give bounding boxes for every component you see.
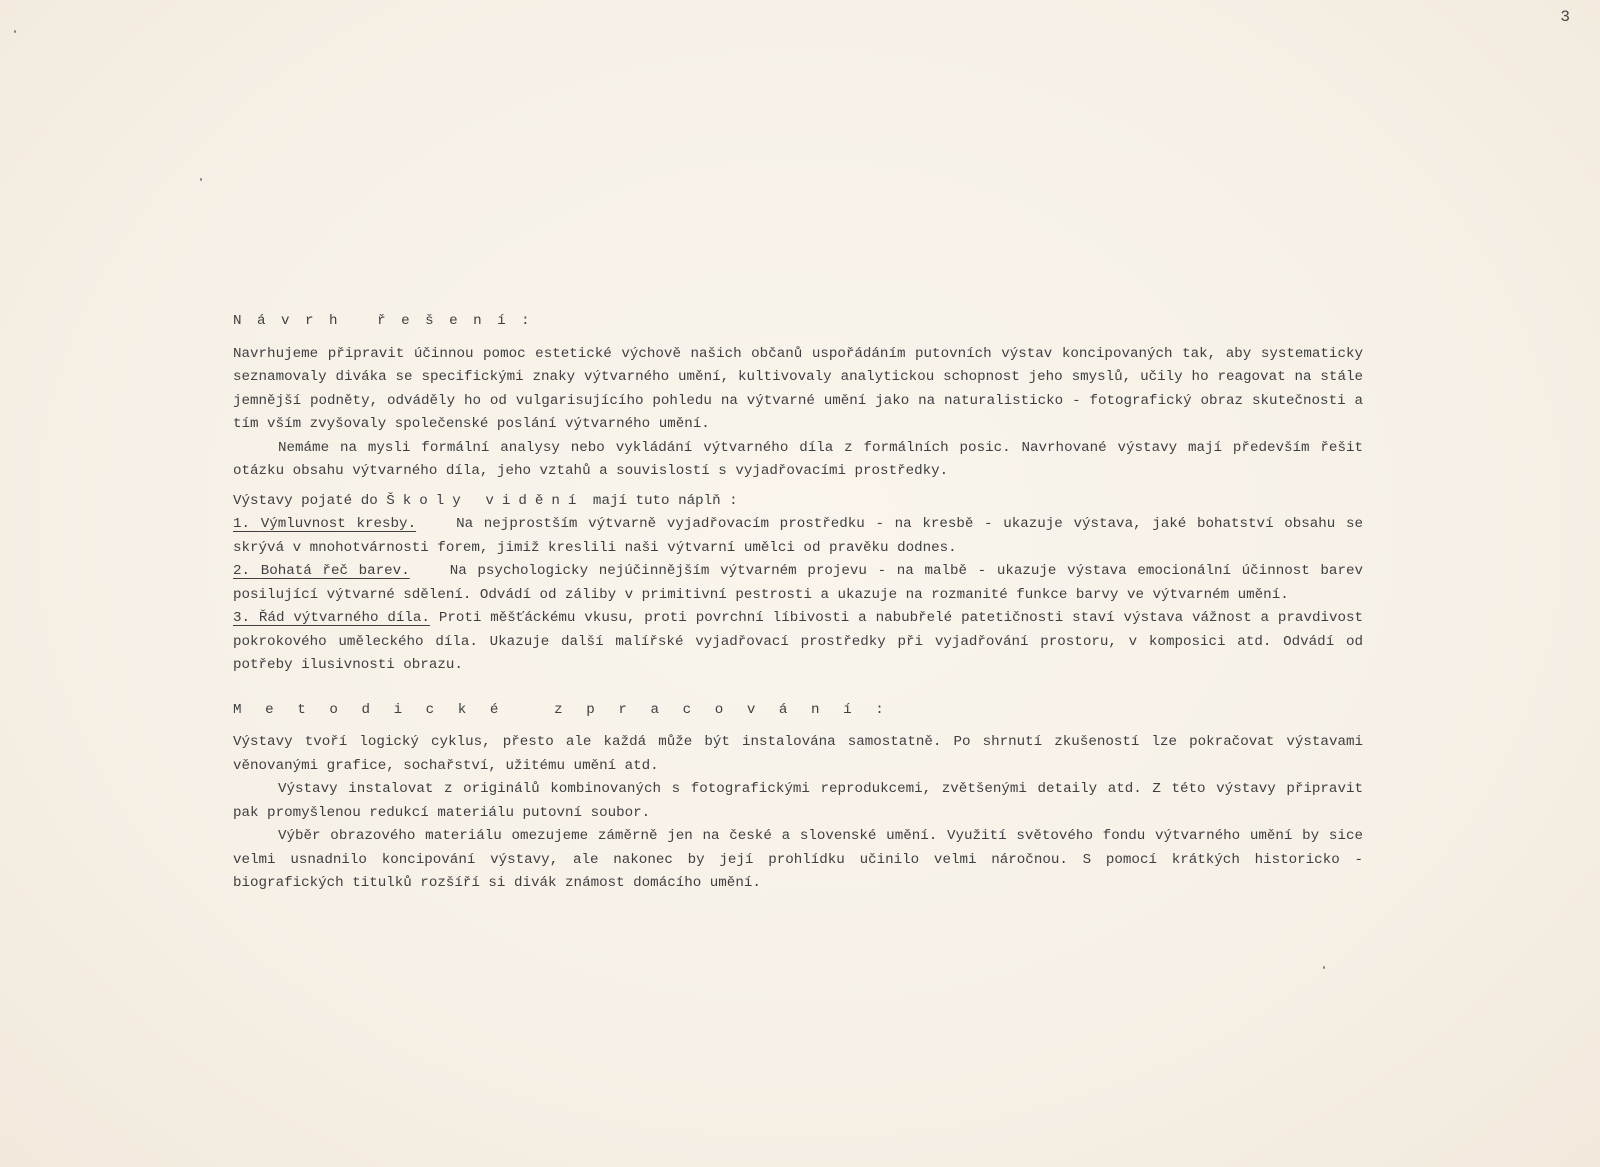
intro-text: mají tuto náplň : [584,492,738,509]
school-of-seeing: Školy vidění [386,492,585,509]
section-heading-metodicke: Metodické zpracování: [233,701,908,718]
typed-text [233,310,1363,896]
item-text: Na psychologicky nejúčinnějším výtvarném projevu - na malbě - ukazuje výstava emocionální účinnost barev posilující výtvarné sdělení. Odvádí od záliby v primitivní pestrosti a ukazuje na rozmanité funkce barvy ve výtvarném umění. [233,563,1363,603]
intro-text: Výstavy pojaté do [233,492,387,509]
exhibition-intro [233,490,1363,514]
paragraph: Výstavy tvoří logický cyklus, přesto ale každá může být instalována samostatně. Po shrnutí zkušeností lze pokračovat výstavami věnovanými grafice, sochařství, užitému umění atd. [233,734,1363,774]
paper-speck [1323,966,1325,969]
page-number: 3 [1560,8,1570,26]
item-title: 2. Bohatá řeč barev. [233,563,410,579]
paragraph: Nemáme na mysli formální analysy nebo vykládání výtvarného díla z formálních posic. Navrhované výstavy mají především řešit otázku obsahu výtvarného díla, jeho vztahů a souvislostí s vyjadřovacími prostředky. [233,439,1363,479]
item-text: Na nejprostším výtvarně vyjadřovacím prostředku - na kresbě - ukazuje výstava, jaké bohatství obsahu se skrývá v mnohotvárnosti forem, jimiž kreslili naši výtvarní umělci od pravěku dodnes. [233,516,1364,556]
list-item [233,513,1363,560]
list-item [233,560,1363,607]
item-title: 3. Řád výtvarného díla. [233,610,430,626]
list-item [233,607,1363,678]
paper-speck [200,178,202,181]
item-title: 1. Výmluvnost kresby. [233,516,417,532]
paragraph: Výběr obrazového materiálu omezujeme záměrně jen na české a slovenské umění. Využití světového fondu výtvarného umění by sice velmi usnadnilo koncipování výstavy, ale nakonec by její prohlídku učinilo velmi náročnou. S pomocí krátkých historicko - biografických titulků rozšíří si divák známost domácího umění. [233,828,1363,891]
paragraph: Navrhujeme připravit účinnou pomoc estetické výchově našich občanů uspořádáním putovních výstav koncipovaných tak, aby systematicky seznamovaly diváka se specifickými znaky výtvarného umění, kultivovaly analytickou schopnost jeho smyslů, učily ho reagovat na stále jemnější podněty, odváděly ho od vulgarisujícího pohledu na výtvarné umění jako na naturalisticko - fotografický obraz skutečnosti a tím vším zvyšovaly společenské poslání výtvarného umění. [233,345,1363,432]
paper-speck [14,30,16,33]
paragraph: Výstavy instalovat z originálů kombinovaných s fotografickými reprodukcemi, zvětšenými detaily atd. Z této výstavy připravit pak promyšlenou redukcí materiálu putovní soubor. [233,781,1363,821]
section-heading-navrh: Návrh řešení: [233,313,546,329]
item-text: Proti měšťáckému vkusu, proti povrchní líbivosti a nabubřelé patetičnosti staví výstava vážnost a pravdivost pokrokového uměleckého díla. Ukazuje další malířské vyjadřovací prostředky při vyjadřování prostoru, v komposici atd. Odvádí od potřeby ilusivnosti obrazu. [233,610,1364,673]
